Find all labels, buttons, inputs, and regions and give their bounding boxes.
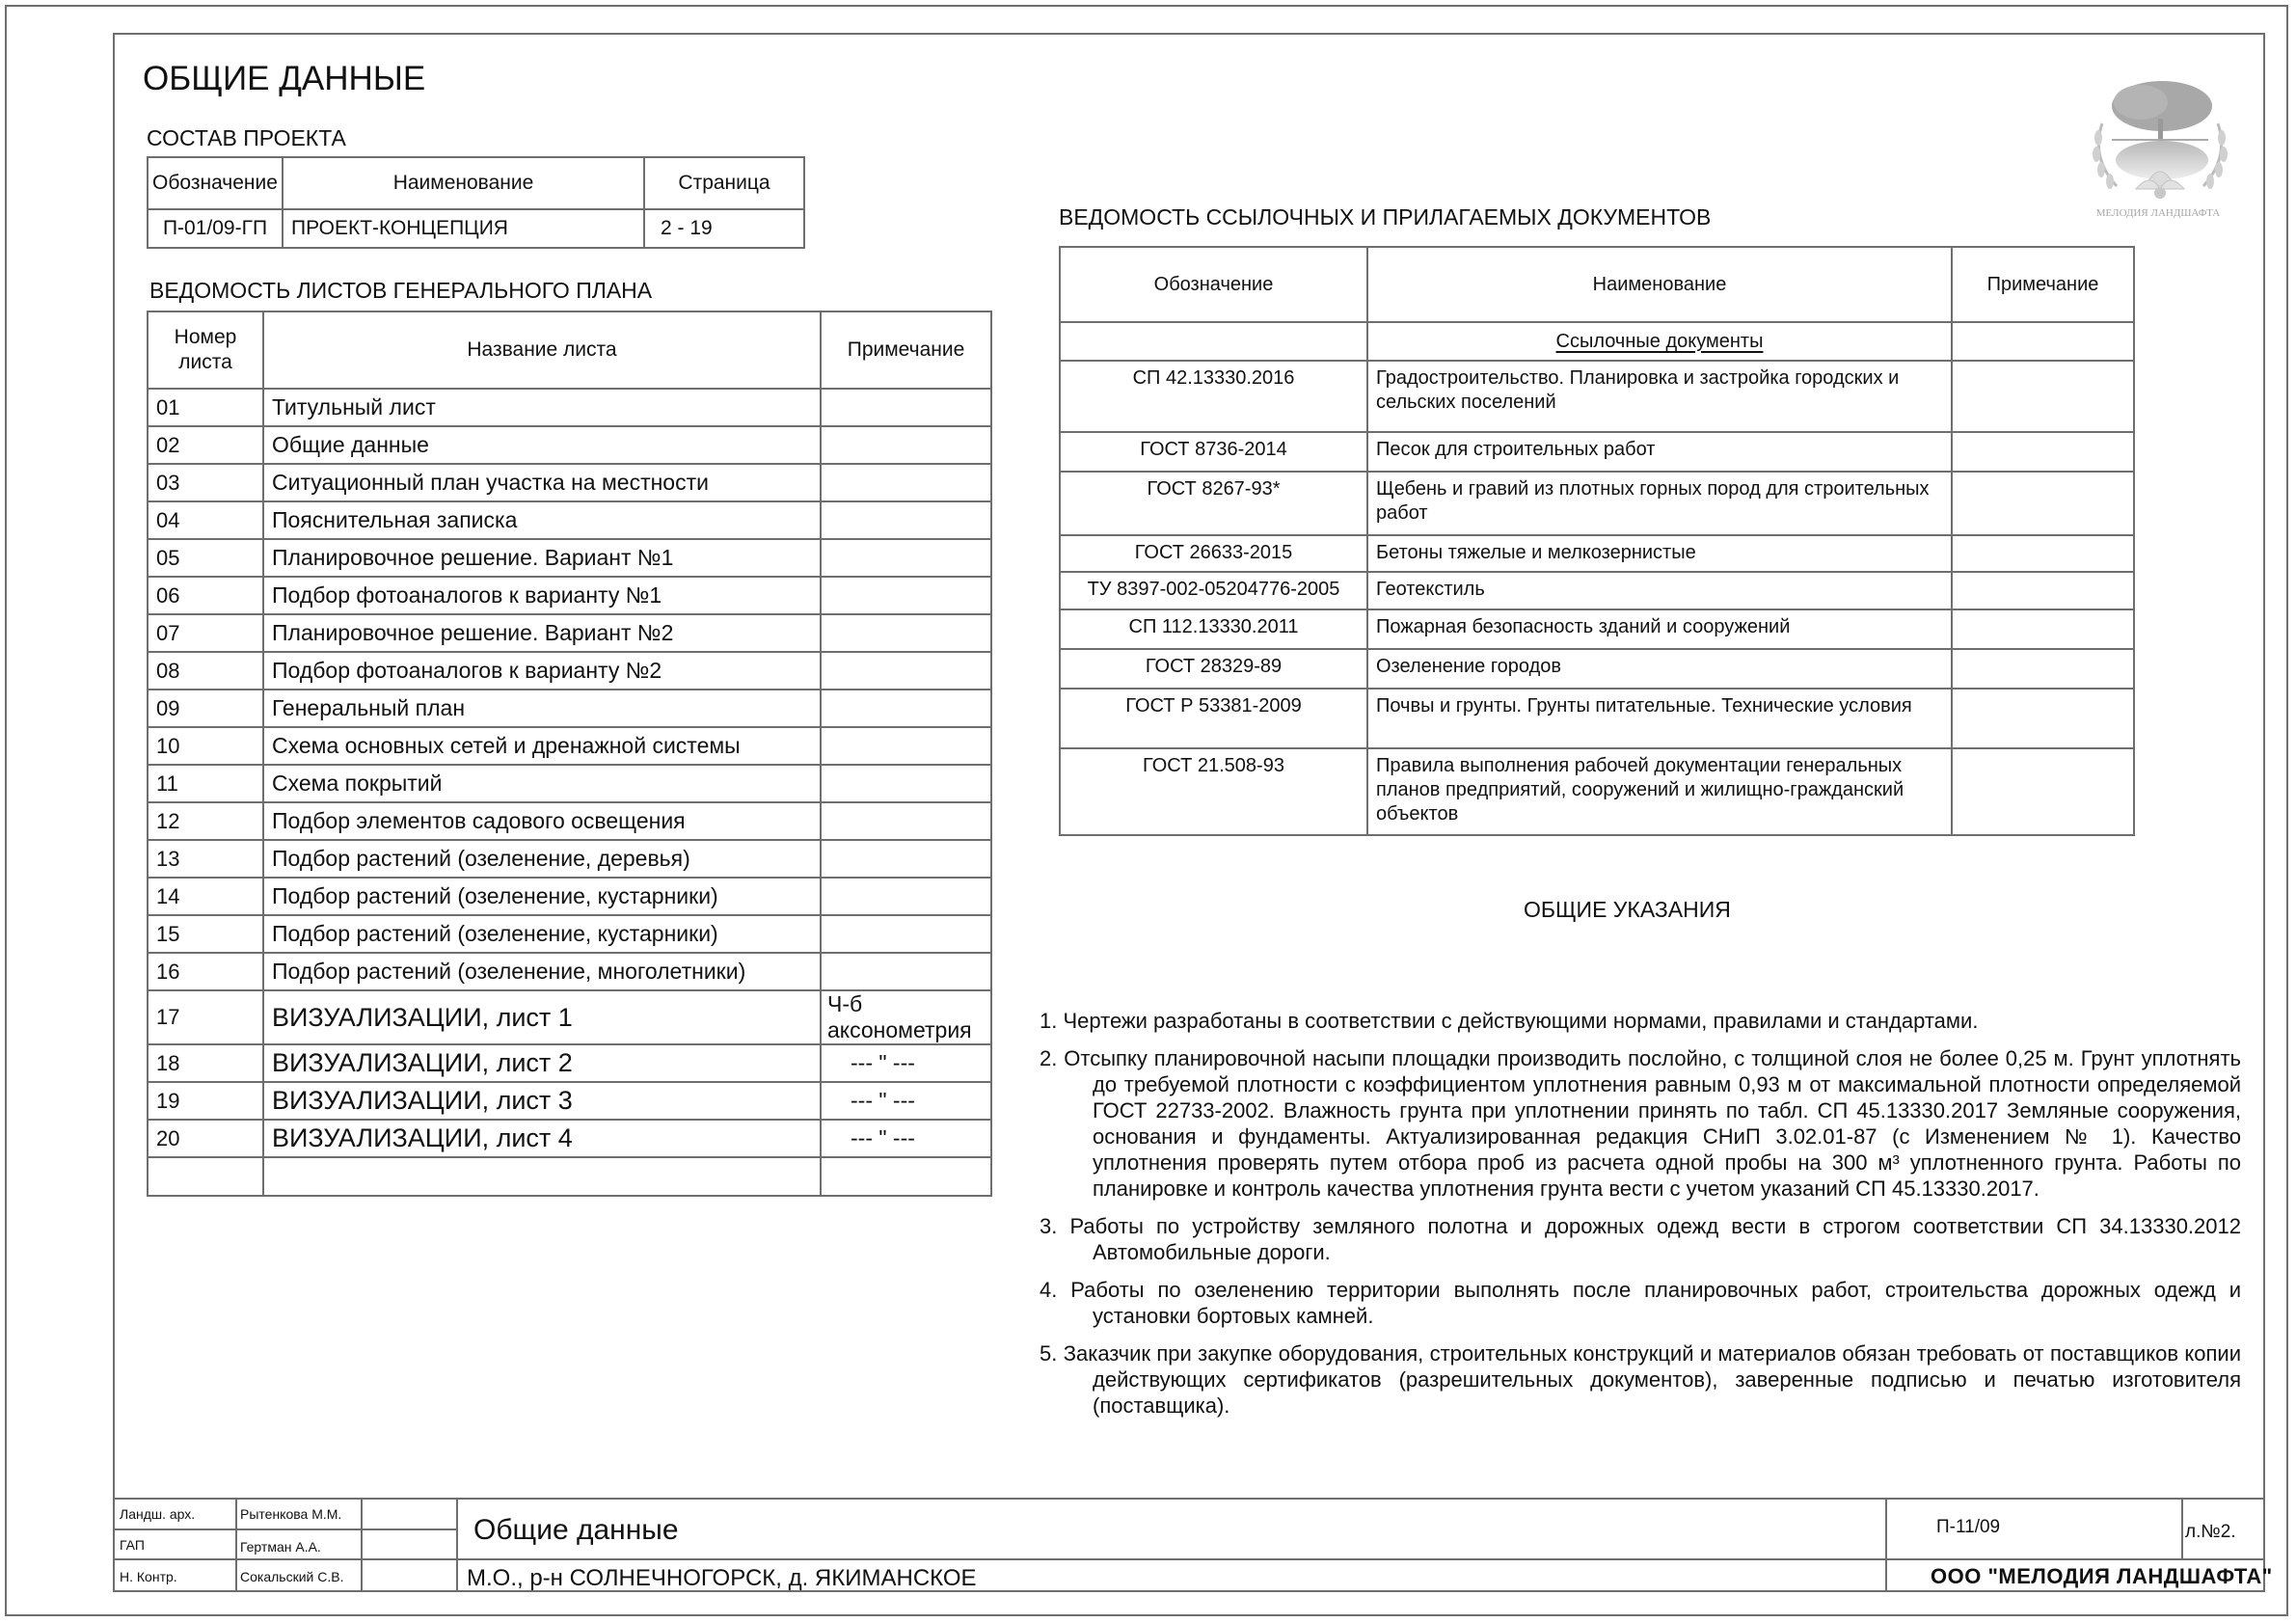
cell-sheet-number: 12 xyxy=(148,802,263,840)
cell-name: ПРОЕКТ-КОНЦЕПЦИЯ xyxy=(283,209,644,248)
cell-sheet-number: 11 xyxy=(148,765,263,802)
cell-note xyxy=(1952,535,2134,572)
col-header-designation: Обозначение xyxy=(148,157,283,209)
cell-sheet-name: ВИЗУАЛИЗАЦИИ, лист 2 xyxy=(263,1044,821,1082)
divider xyxy=(235,1498,237,1591)
cell-designation: ГОСТ 26633-2015 xyxy=(1060,535,1367,572)
table-row xyxy=(148,765,991,802)
cell-note xyxy=(1952,572,2134,609)
cell-sheet-name: Подбор растений (озеленение, кустарники) xyxy=(263,915,821,953)
cell-name: Бетоны тяжелые и мелкозернистые xyxy=(1367,535,1952,572)
cell-note xyxy=(1952,361,2134,432)
table-row xyxy=(148,1044,991,1082)
cell-sheet-name: Пояснительная записка xyxy=(263,501,821,539)
cell-note xyxy=(821,539,991,577)
sheet-title: Общие данные xyxy=(473,1514,679,1546)
person-name: Рытенкова М.М. xyxy=(240,1506,342,1522)
table-row xyxy=(148,1082,991,1120)
cell-designation: ГОСТ 8267-93* xyxy=(1060,472,1367,535)
empty-cell xyxy=(1060,322,1367,361)
cell-sheet-name: Генеральный план xyxy=(263,690,821,727)
general-instructions-list xyxy=(1040,1008,2241,1430)
table-row xyxy=(148,1157,991,1196)
cell-note: --- " --- xyxy=(821,1082,991,1120)
col-header-name: Наименование xyxy=(283,157,644,209)
cell-sheet-number: 20 xyxy=(148,1120,263,1157)
cell-designation: ГОСТ 21.508-93 xyxy=(1060,748,1367,835)
cell-name: Градостроительство. Планировка и застройка городских и сельских поселений xyxy=(1367,361,1952,432)
cell-designation: СП 112.13330.2011 xyxy=(1060,609,1367,649)
cell-sheet-number: 18 xyxy=(148,1044,263,1082)
cell-sheet-number: 03 xyxy=(148,464,263,501)
cell-note xyxy=(821,501,991,539)
cell-sheet-number: 06 xyxy=(148,577,263,614)
instruction-item: 5. Заказчик при закупке оборудования, строительных конструкций и материалов обязан требовать от поставщиков копии действующих сертификатов (разрешительных документов), заверенные подписью и печатью изготовителя (поставщика). xyxy=(1040,1341,2241,1418)
project-composition-table xyxy=(147,156,805,249)
cell-note xyxy=(821,389,991,426)
cell-sheet-name: ВИЗУАЛИЗАЦИИ, лист 3 xyxy=(263,1082,821,1120)
cell-note: --- " --- xyxy=(821,1120,991,1157)
sheet-list-title: ВЕДОМОСТЬ ЛИСТОВ ГЕНЕРАЛЬНОГО ПЛАНА xyxy=(149,278,653,303)
table-row xyxy=(1060,689,2134,748)
cell-sheet-name: Планировочное решение. Вариант №2 xyxy=(263,614,821,652)
reference-docs-title: ВЕДОМОСТЬ ССЫЛОЧНЫХ И ПРИЛАГАЕМЫХ ДОКУМЕНТОВ xyxy=(1059,204,1712,230)
cell-sheet-name: Подбор растений (озеленение, кустарники) xyxy=(263,878,821,915)
cell-sheet-name: Планировочное решение. Вариант №1 xyxy=(263,539,821,577)
cell-name: Песок для строительных работ xyxy=(1367,432,1952,472)
table-row xyxy=(148,690,991,727)
project-code: П-11/09 xyxy=(1936,1517,2001,1537)
cell-sheet-name: Ситуационный план участка на местности xyxy=(263,464,821,501)
table-row xyxy=(1060,609,2134,649)
col-header-sheet-name: Название листа xyxy=(263,311,821,389)
table-row xyxy=(148,501,991,539)
cell-sheet-name: ВИЗУАЛИЗАЦИИ, лист 4 xyxy=(263,1120,821,1157)
cell-note xyxy=(821,953,991,990)
role-label: ГАП xyxy=(120,1537,145,1553)
cell-sheet-number: 07 xyxy=(148,614,263,652)
table-row xyxy=(148,915,991,953)
cell-note xyxy=(1952,432,2134,472)
cell-designation: ГОСТ Р 53381-2009 xyxy=(1060,689,1367,748)
cell-designation: ГОСТ 8736-2014 xyxy=(1060,432,1367,472)
cell-note xyxy=(821,426,991,464)
cell-note: --- " --- xyxy=(821,1044,991,1082)
table-row xyxy=(1060,535,2134,572)
table-row xyxy=(148,426,991,464)
cell-designation: ТУ 8397-002-05204776-2005 xyxy=(1060,572,1367,609)
cell-sheet-number xyxy=(148,1157,263,1196)
divider xyxy=(361,1498,363,1591)
project-composition-title: СОСТАВ ПРОЕКТА xyxy=(147,125,346,150)
cell-sheet-number: 10 xyxy=(148,727,263,765)
cell-sheet-name: Титульный лист xyxy=(263,389,821,426)
cell-name: Щебень и гравий из плотных горных пород для строительных работ xyxy=(1367,472,1952,535)
col-header-note: Примечание xyxy=(821,311,991,389)
subheader-cell xyxy=(1367,322,1952,361)
person-name: Сокальский С.В. xyxy=(240,1569,344,1584)
cell-sheet-name: Схема основных сетей и дренажной системы xyxy=(263,727,821,765)
col-header-page: Страница xyxy=(644,157,804,209)
sheet-list-table xyxy=(147,311,992,1197)
general-instructions-title: ОБЩИЕ УКАЗАНИЯ xyxy=(1524,897,1731,922)
logo-caption: МЕЛОДИЯ ЛАНДШАФТА xyxy=(2095,207,2221,219)
cell-sheet-number: 04 xyxy=(148,501,263,539)
cell-name: Геотекстиль xyxy=(1367,572,1952,609)
cell-sheet-number: 01 xyxy=(148,389,263,426)
cell-note xyxy=(821,577,991,614)
cell-sheet-name: Подбор фотоаналогов к варианту №1 xyxy=(263,577,821,614)
cell-sheet-number: 05 xyxy=(148,539,263,577)
cell-sheet-number: 14 xyxy=(148,878,263,915)
cell-name: Правила выполнения рабочей документации генеральных планов предприятий, сооружений и жилищно-гражданский объектов xyxy=(1367,748,1952,835)
table-row xyxy=(148,953,991,990)
cell-sheet-number: 02 xyxy=(148,426,263,464)
cell-note xyxy=(821,464,991,501)
table-row xyxy=(1060,649,2134,689)
col-header-sheet-number: Номер листа xyxy=(148,311,263,389)
cell-sheet-number: 19 xyxy=(148,1082,263,1120)
cell-sheet-name: Подбор растений (озеленение, деревья) xyxy=(263,840,821,878)
cell-pages: 2 - 19 xyxy=(644,209,804,248)
divider xyxy=(113,1528,457,1530)
cell-note xyxy=(821,690,991,727)
table-row xyxy=(148,802,991,840)
cell-sheet-number: 08 xyxy=(148,652,263,690)
cell-note xyxy=(821,878,991,915)
table-row xyxy=(148,878,991,915)
table-row xyxy=(148,389,991,426)
cell-note xyxy=(821,915,991,953)
table-row xyxy=(148,840,991,878)
cell-note: Ч-б аксонометрия xyxy=(821,990,991,1044)
tree-laurel-lotus-logo-icon xyxy=(2073,66,2242,220)
cell-sheet-number: 09 xyxy=(148,690,263,727)
reference-docs-table xyxy=(1059,246,2135,836)
instruction-item: 3. Работы по устройству земляного полотна и дорожных одежд вести в строгом соответствии СП 34.13330.2012 Автомобильные дороги. xyxy=(1040,1214,2241,1264)
cell-sheet-name: Схема покрытий xyxy=(263,765,821,802)
col-header-name: Наименование xyxy=(1367,247,1952,322)
cell-note xyxy=(821,765,991,802)
cell-note xyxy=(821,652,991,690)
cell-designation: СП 42.13330.2016 xyxy=(1060,361,1367,432)
cell-sheet-number: 17 xyxy=(148,990,263,1044)
table-row xyxy=(148,577,991,614)
divider xyxy=(2181,1498,2183,1559)
table-row xyxy=(148,539,991,577)
table-row xyxy=(1060,472,2134,535)
table-row xyxy=(148,464,991,501)
col-header-designation: Обозначение xyxy=(1060,247,1367,322)
cell-note xyxy=(821,840,991,878)
divider xyxy=(113,1498,2265,1500)
divider xyxy=(1885,1498,1887,1591)
instruction-item: 4. Работы по озеленению территории выполнять после планировочных работ, строительства дорожных одежд и установки бортовых камней. xyxy=(1040,1278,2241,1328)
person-name: Гертман А.А. xyxy=(240,1539,321,1555)
table-row xyxy=(148,652,991,690)
table-row xyxy=(1060,432,2134,472)
table-row xyxy=(148,1120,991,1157)
cell-sheet-name: Подбор фотоаналогов к варианту №2 xyxy=(263,652,821,690)
role-label: Н. Контр. xyxy=(120,1569,177,1584)
cell-sheet-number: 13 xyxy=(148,840,263,878)
cell-note xyxy=(1952,649,2134,689)
cell-note xyxy=(1952,748,2134,835)
company-name: ООО "МЕЛОДИЯ ЛАНДШАФТА" xyxy=(1931,1564,2273,1588)
table-row xyxy=(1060,572,2134,609)
cell-designation: П-01/09-ГП xyxy=(148,209,283,248)
cell-note xyxy=(821,727,991,765)
table-row xyxy=(148,990,991,1044)
instruction-item: 1. Чертежи разработаны в соответствии с действующими нормами, правилами и стандартами. xyxy=(1040,1009,1979,1033)
table-row xyxy=(1060,361,2134,432)
divider xyxy=(113,1558,2265,1560)
empty-cell xyxy=(1952,322,2134,361)
col-header-note: Примечание xyxy=(1952,247,2134,322)
cell-sheet-name: Общие данные xyxy=(263,426,821,464)
cell-note xyxy=(821,614,991,652)
table-row xyxy=(1060,748,2134,835)
sheet-number: л.№2. xyxy=(2185,1522,2236,1542)
cell-note xyxy=(821,802,991,840)
cell-note xyxy=(1952,472,2134,535)
divider xyxy=(113,1498,115,1591)
reference-docs-subheader: Ссылочные документы xyxy=(1555,330,1764,352)
table-row xyxy=(148,614,991,652)
table-row xyxy=(148,727,991,765)
cell-note xyxy=(821,1157,991,1196)
project-address: М.О., р-н СОЛНЕЧНОГОРСК, д. ЯКИМАНСКОЕ xyxy=(467,1565,977,1591)
role-label: Ландш. арх. xyxy=(120,1506,196,1522)
cell-note xyxy=(1952,609,2134,649)
divider xyxy=(456,1498,458,1591)
cell-name: Почвы и грунты. Грунты питательные. Технические условия xyxy=(1367,689,1952,748)
instruction-item: 2. Отсыпку планировочной насыпи площадки производить послойно, с толщиной слоя не более 0,25 м. Грунт уплотнять до требуемой плотности с коэффициентом уплотнения равным 0,93 м от максимальной плотности определяемой ГОСТ 22733-2002. Влажность грунта при уплотнении принять по табл. СП 45.13330.2017 Земляные сооружения, основания и фундаменты. Актуализированная редакция СНиП 3.02.01-87 (с Изменением № 1). Качество уплотнения проверять путем отбора проб из расчета одной пробы на 300 м³ уплотненного грунта. Работы по планировке и контроль качества уплотнения грунта вести с учетом указаний СП 45.13330.2017. xyxy=(1040,1046,2241,1201)
table-row xyxy=(148,209,804,248)
company-logo xyxy=(2073,66,2242,220)
cell-sheet-number: 16 xyxy=(148,953,263,990)
cell-sheet-number: 15 xyxy=(148,915,263,953)
cell-sheet-name: ВИЗУАЛИЗАЦИИ, лист 1 xyxy=(263,990,821,1044)
cell-sheet-name xyxy=(263,1157,821,1196)
cell-name: Пожарная безопасность зданий и сооружений xyxy=(1367,609,1952,649)
page-title: ОБЩИЕ ДАННЫЕ xyxy=(143,60,426,97)
cell-sheet-name: Подбор растений (озеленение, многолетники) xyxy=(263,953,821,990)
cell-name: Озеленение городов xyxy=(1367,649,1952,689)
cell-note xyxy=(1952,689,2134,748)
cell-designation: ГОСТ 28329-89 xyxy=(1060,649,1367,689)
cell-sheet-name: Подбор элементов садового освещения xyxy=(263,802,821,840)
divider xyxy=(113,1590,2265,1592)
